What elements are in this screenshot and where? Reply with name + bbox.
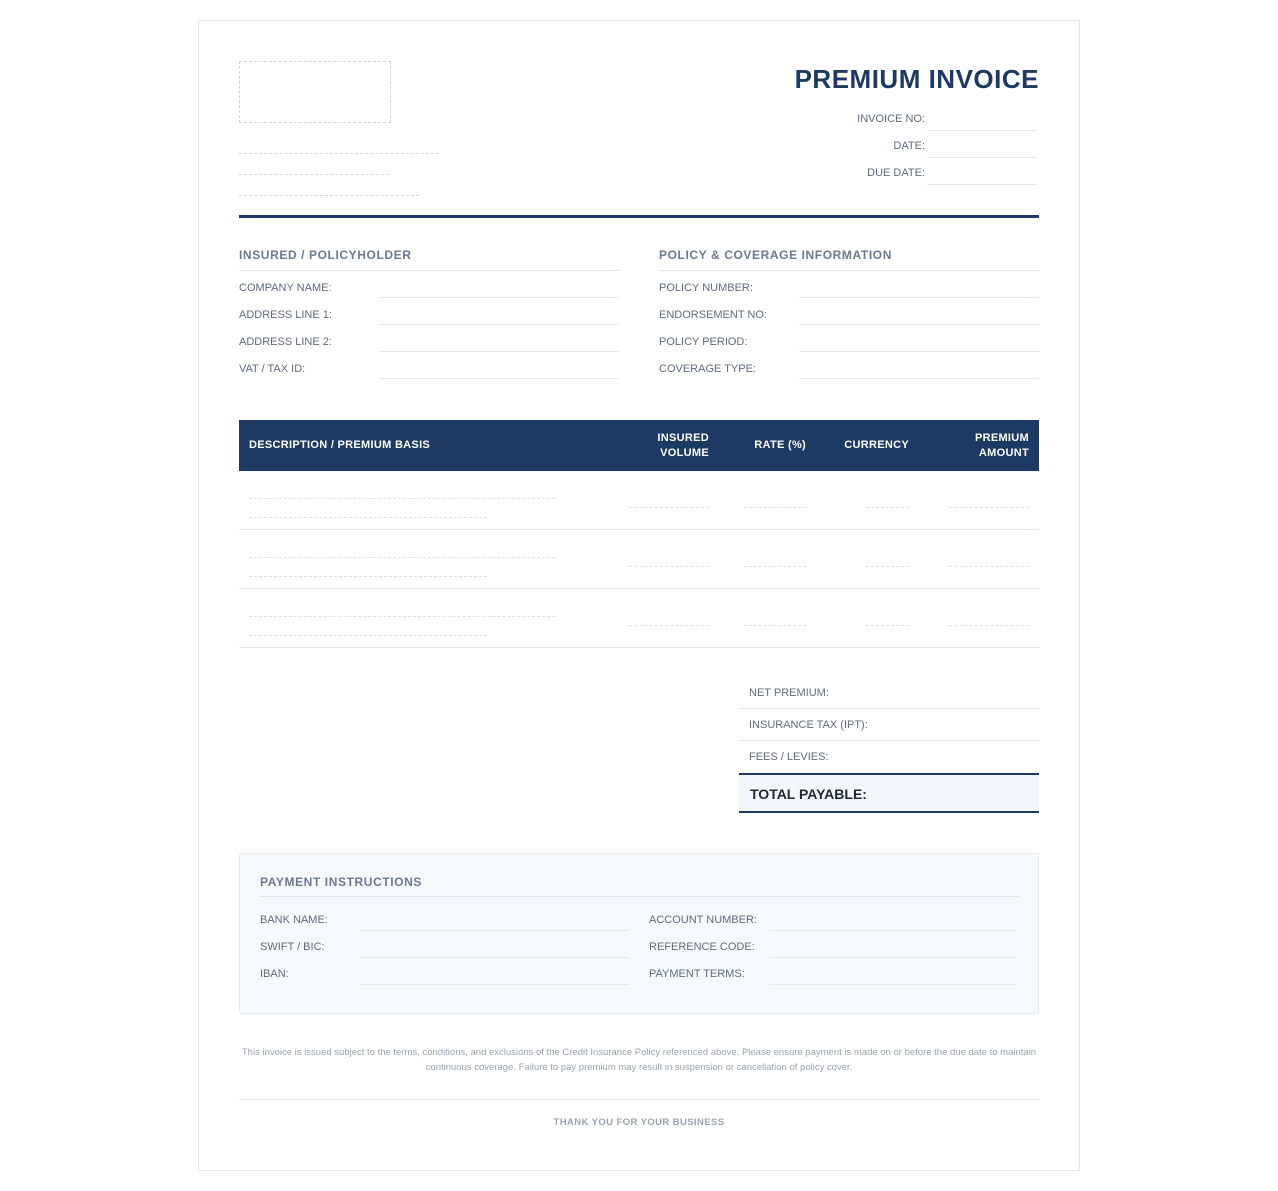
insurance-tax-row xyxy=(739,709,1039,741)
invoice-date-label: DATE: xyxy=(893,140,925,152)
endorsement-no-label: ENDORSEMENT NO: xyxy=(659,309,767,321)
address-line-1-row xyxy=(239,298,619,325)
payment-instructions-panel xyxy=(239,853,1039,1014)
swift-bic-label: SWIFT / BIC: xyxy=(260,941,325,953)
logo-placeholder xyxy=(239,61,391,123)
fees-levies-row xyxy=(739,741,1039,773)
description-field[interactable] xyxy=(249,616,555,617)
rate-field[interactable] xyxy=(744,566,806,567)
iban-label: IBAN: xyxy=(260,968,289,980)
issuer-address-line-1 xyxy=(239,153,439,154)
invoice-date-field[interactable] xyxy=(927,157,1037,158)
col-description-label: DESCRIPTION / PREMIUM BASIS xyxy=(249,439,431,451)
address-line-1-label: ADDRESS LINE 1: xyxy=(239,309,332,321)
iban-field[interactable] xyxy=(360,984,629,985)
invoice-date-row xyxy=(737,138,1037,158)
coverage-type-label: COVERAGE TYPE: xyxy=(659,363,756,375)
thank-you-text: THANK YOU FOR YOUR BUSINESS xyxy=(553,1117,725,1128)
fees-levies-label: FEES / LEVIES: xyxy=(749,751,829,763)
vat-tax-id-row xyxy=(239,352,619,379)
col-insured-volume xyxy=(639,420,709,471)
endorsement-no-row xyxy=(659,298,1039,325)
premium-table-header xyxy=(239,420,1039,471)
reference-code-row xyxy=(649,931,1017,958)
invoice-number-label: INVOICE NO: xyxy=(857,113,925,125)
iban-row xyxy=(260,958,629,985)
col-rate xyxy=(744,420,806,471)
net-premium-label: NET PREMIUM: xyxy=(749,687,829,699)
account-number-label: ACCOUNT NUMBER: xyxy=(649,914,757,926)
col-insured-volume-line1: INSURED xyxy=(657,431,709,444)
payment-terms-row xyxy=(649,958,1017,985)
premium-amount-field[interactable] xyxy=(949,507,1029,508)
payment-right-column xyxy=(649,904,1017,985)
footer-divider xyxy=(239,1099,1039,1100)
policy-period-row xyxy=(659,325,1039,352)
insured-section-title: INSURED / POLICYHOLDER xyxy=(239,248,619,271)
due-date-row xyxy=(737,165,1037,185)
due-date-label: DUE DATE: xyxy=(867,167,925,179)
vat-tax-id-label: VAT / TAX ID: xyxy=(239,363,306,375)
address-line-2-row xyxy=(239,325,619,352)
payment-terms-label: PAYMENT TERMS: xyxy=(649,968,745,980)
company-name-row xyxy=(239,271,619,298)
currency-field[interactable] xyxy=(866,625,909,626)
table-row xyxy=(239,589,1039,648)
rate-field[interactable] xyxy=(744,625,806,626)
payment-left-column xyxy=(260,904,629,985)
col-rate-label: RATE (%) xyxy=(754,439,806,451)
currency-field[interactable] xyxy=(866,566,909,567)
issuer-address-line-3 xyxy=(239,195,419,196)
rate-field[interactable] xyxy=(744,507,806,508)
reference-code-label: REFERENCE CODE: xyxy=(649,941,755,953)
coverage-type-field[interactable] xyxy=(799,378,1039,379)
vat-tax-id-field[interactable] xyxy=(379,378,619,379)
company-name-label: COMPANY NAME: xyxy=(239,282,332,294)
col-premium-amount-line2: AMOUNT xyxy=(978,446,1029,459)
insurance-tax-label: INSURANCE TAX (IPT): xyxy=(749,719,868,731)
premium-amount-field[interactable] xyxy=(949,625,1029,626)
payment-terms-field[interactable] xyxy=(769,984,1017,985)
header-divider xyxy=(239,215,1039,218)
col-insured-volume-line2: VOLUME xyxy=(660,446,709,459)
insured-section xyxy=(239,248,619,379)
issuer-address-line-2 xyxy=(239,174,389,175)
disclaimer-text: This invoice is issued subject to the terms, conditions, and exclusions of the Credit Insurance Policy referenced above. Please ensure payment is made on or before the due date to maintain continuous coverage. Failure to pay premium may result in suspension or cancellation of policy cover. xyxy=(241,1047,1037,1073)
premium-basis-field[interactable] xyxy=(249,576,487,577)
policy-section-title: POLICY & COVERAGE INFORMATION xyxy=(659,248,1039,271)
account-number-row xyxy=(649,904,1017,931)
insured-volume-field[interactable] xyxy=(629,507,709,508)
insured-volume-field[interactable] xyxy=(629,625,709,626)
col-premium-amount xyxy=(939,420,1029,471)
col-currency xyxy=(835,420,909,471)
col-description xyxy=(249,420,629,471)
col-premium-amount-line1: PREMIUM xyxy=(974,431,1029,444)
description-field[interactable] xyxy=(249,498,555,499)
invoice-title: PREMIUM INVOICE xyxy=(794,64,1039,94)
invoice-number-field[interactable] xyxy=(927,130,1037,131)
net-premium-row xyxy=(739,677,1039,709)
policy-section xyxy=(659,248,1039,379)
description-field[interactable] xyxy=(249,557,555,558)
table-row xyxy=(239,471,1039,530)
total-payable-label: TOTAL PAYABLE: xyxy=(750,786,867,802)
insured-volume-field[interactable] xyxy=(629,566,709,567)
premium-basis-field[interactable] xyxy=(249,635,487,636)
due-date-field[interactable] xyxy=(927,184,1037,185)
address-line-2-label: ADDRESS LINE 2: xyxy=(239,336,332,348)
bank-name-row xyxy=(260,904,629,931)
coverage-type-row xyxy=(659,352,1039,379)
payment-instructions-title: PAYMENT INSTRUCTIONS xyxy=(260,875,1019,897)
policy-period-label: POLICY PERIOD: xyxy=(659,336,748,348)
policy-number-row xyxy=(659,271,1039,298)
col-currency-label: CURRENCY xyxy=(844,439,909,451)
table-row xyxy=(239,530,1039,589)
premium-amount-field[interactable] xyxy=(949,566,1029,567)
premium-basis-field[interactable] xyxy=(249,517,487,518)
total-payable-row xyxy=(739,773,1039,813)
swift-bic-row xyxy=(260,931,629,958)
invoice-number-row xyxy=(737,111,1037,131)
totals-block xyxy=(739,677,1039,773)
bank-name-label: BANK NAME: xyxy=(260,914,328,926)
currency-field[interactable] xyxy=(866,507,909,508)
policy-number-label: POLICY NUMBER: xyxy=(659,282,753,294)
